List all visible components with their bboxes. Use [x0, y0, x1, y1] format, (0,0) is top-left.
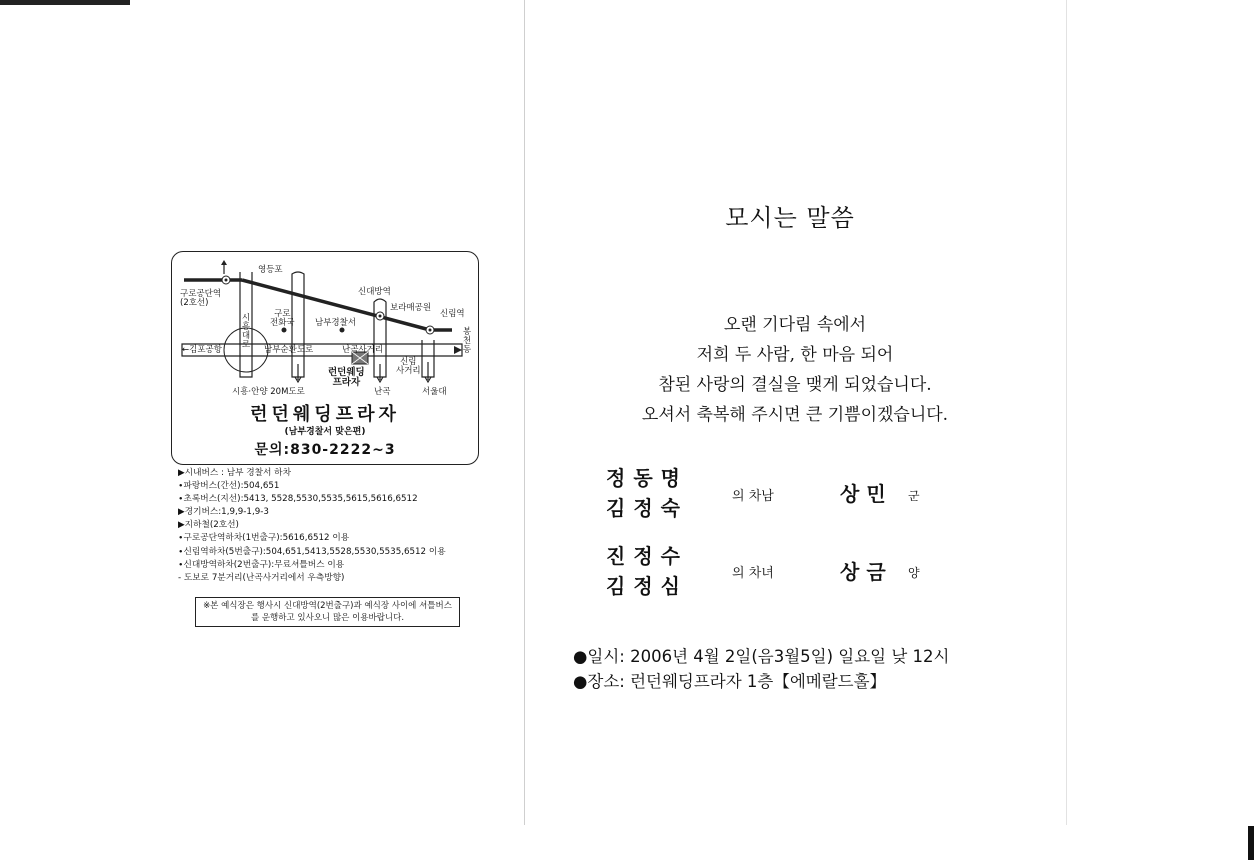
transit-line: ∙신림역하차(5번출구):504,651,5413,5528,5530,5535,6512 이용 — [178, 546, 446, 557]
scan-edge-mark — [0, 0, 130, 5]
map-label-sindaebang: 신대방역 — [358, 287, 391, 297]
groom-father: 정동명 — [606, 466, 688, 490]
south-arrow — [295, 364, 301, 382]
map-label-boramae: 보라매공원 — [390, 303, 432, 313]
message-line: 오셔서 축복해 주시면 큰 기쁨이겠습니다. — [641, 405, 949, 425]
map-label-siheung-road: 시흥대로 — [241, 313, 251, 350]
east-arrow — [454, 346, 462, 354]
invitation-message — [560, 310, 1030, 430]
map-label-ring-road: 남부순환도로 — [264, 345, 314, 355]
map-label-yeongdeungpo: 영등포 — [258, 265, 283, 275]
groom-honorific: 군 — [908, 489, 920, 503]
map-label-guro-station: 구로공단역 (2호선) — [180, 289, 222, 308]
map-label-wedding-plaza: 런던웨딩 프라자 — [328, 367, 365, 388]
groom-parents — [606, 463, 688, 523]
contact-phone: 문의:830-2222~3 — [254, 442, 396, 458]
bride-honorific: 양 — [908, 566, 920, 580]
groom-relation: 의 차남 — [732, 489, 774, 504]
invitation-title: 모시는 말씀 — [725, 204, 855, 232]
shuttle-notice: ※본 예식장은 행사시 신대방역(2번출구)과 예식장 사이에 셔틀버스를 운행하고 있사오니 많은 이용바랍니다. — [195, 597, 460, 627]
groom-mother: 김정숙 — [606, 496, 688, 520]
transit-line: ∙파랑버스(간선):504,651 — [178, 481, 280, 492]
ceremony-date: ●일시: 2006년 4월 2일(음3월5일) 일요일 낮 12시 — [573, 647, 950, 666]
transit-line: ∙구로공단역하차(1번출구):5616,6512 이용 — [178, 533, 350, 544]
message-line: 오랜 기다림 속에서 — [723, 315, 867, 335]
map-label-guro-office: 구로 전화국 — [270, 309, 295, 328]
map-label-nangok: 난곡 — [374, 387, 391, 397]
wedding-hall-landmark: (남부경찰서 맞은편) — [284, 427, 366, 437]
transit-line: ∙초록버스(지선):5413, 5528,5530,5535,5615,5616,6512 — [178, 494, 418, 505]
bride-father: 진정수 — [606, 544, 688, 568]
bride-relation: 의 차녀 — [732, 566, 774, 581]
bride-parents — [606, 541, 688, 601]
map-label-seoul-univ: 서울대 — [422, 387, 447, 397]
map-label-police: 남부경찰서 — [315, 318, 357, 328]
transit-line: - 도보로 7분거리(난곡사거리에서 우측방향) — [178, 572, 345, 583]
transit-line: ▶시내버스 : 남부 경찰서 하차 — [178, 468, 291, 478]
fold-line-center — [524, 0, 525, 825]
map-label-bongcheon: 봉천동 — [462, 327, 472, 355]
ceremony-place: ●장소: 런던웨딩프라자 1층【에메랄드홀】 — [573, 672, 887, 691]
map-label-sillim-station: 신림역 — [440, 309, 465, 319]
fold-line-right — [1066, 0, 1067, 825]
scan-edge-mark-right — [1248, 826, 1254, 860]
message-line: 저희 두 사람, 한 마음 되어 — [696, 345, 894, 365]
south-arrow — [377, 364, 383, 382]
transit-line: ▶경기버스:1,9,9-1,9-3 — [178, 507, 269, 518]
location-map-card — [171, 251, 479, 465]
map-label-siheung-anyang: 시흥·안양 20M도로 — [232, 387, 305, 397]
bride-name: 상금 — [840, 560, 893, 584]
south-arrow — [425, 362, 431, 382]
transit-line: ▶지하철(2호선) — [178, 520, 239, 531]
transit-directions — [178, 467, 498, 585]
message-line: 참된 사랑의 결실을 맺게 되었습니다. — [658, 375, 932, 395]
police-station-dot — [340, 328, 345, 333]
map-label-nangok-crossing: 난곡사거리 — [342, 345, 384, 355]
groom-name: 상민 — [840, 482, 893, 506]
wedding-hall-name: 런던웨딩프라자 — [250, 404, 400, 425]
map-label-gimpo: ←김포공항 — [182, 345, 222, 355]
map-label-sillim-crossing: 신림 사거리 — [396, 357, 421, 376]
guro-office-dot — [282, 328, 287, 333]
transit-line: ∙신대방역하차(2번출구):무료셔틀버스 이용 — [178, 559, 345, 570]
bride-mother: 김정심 — [606, 574, 688, 598]
